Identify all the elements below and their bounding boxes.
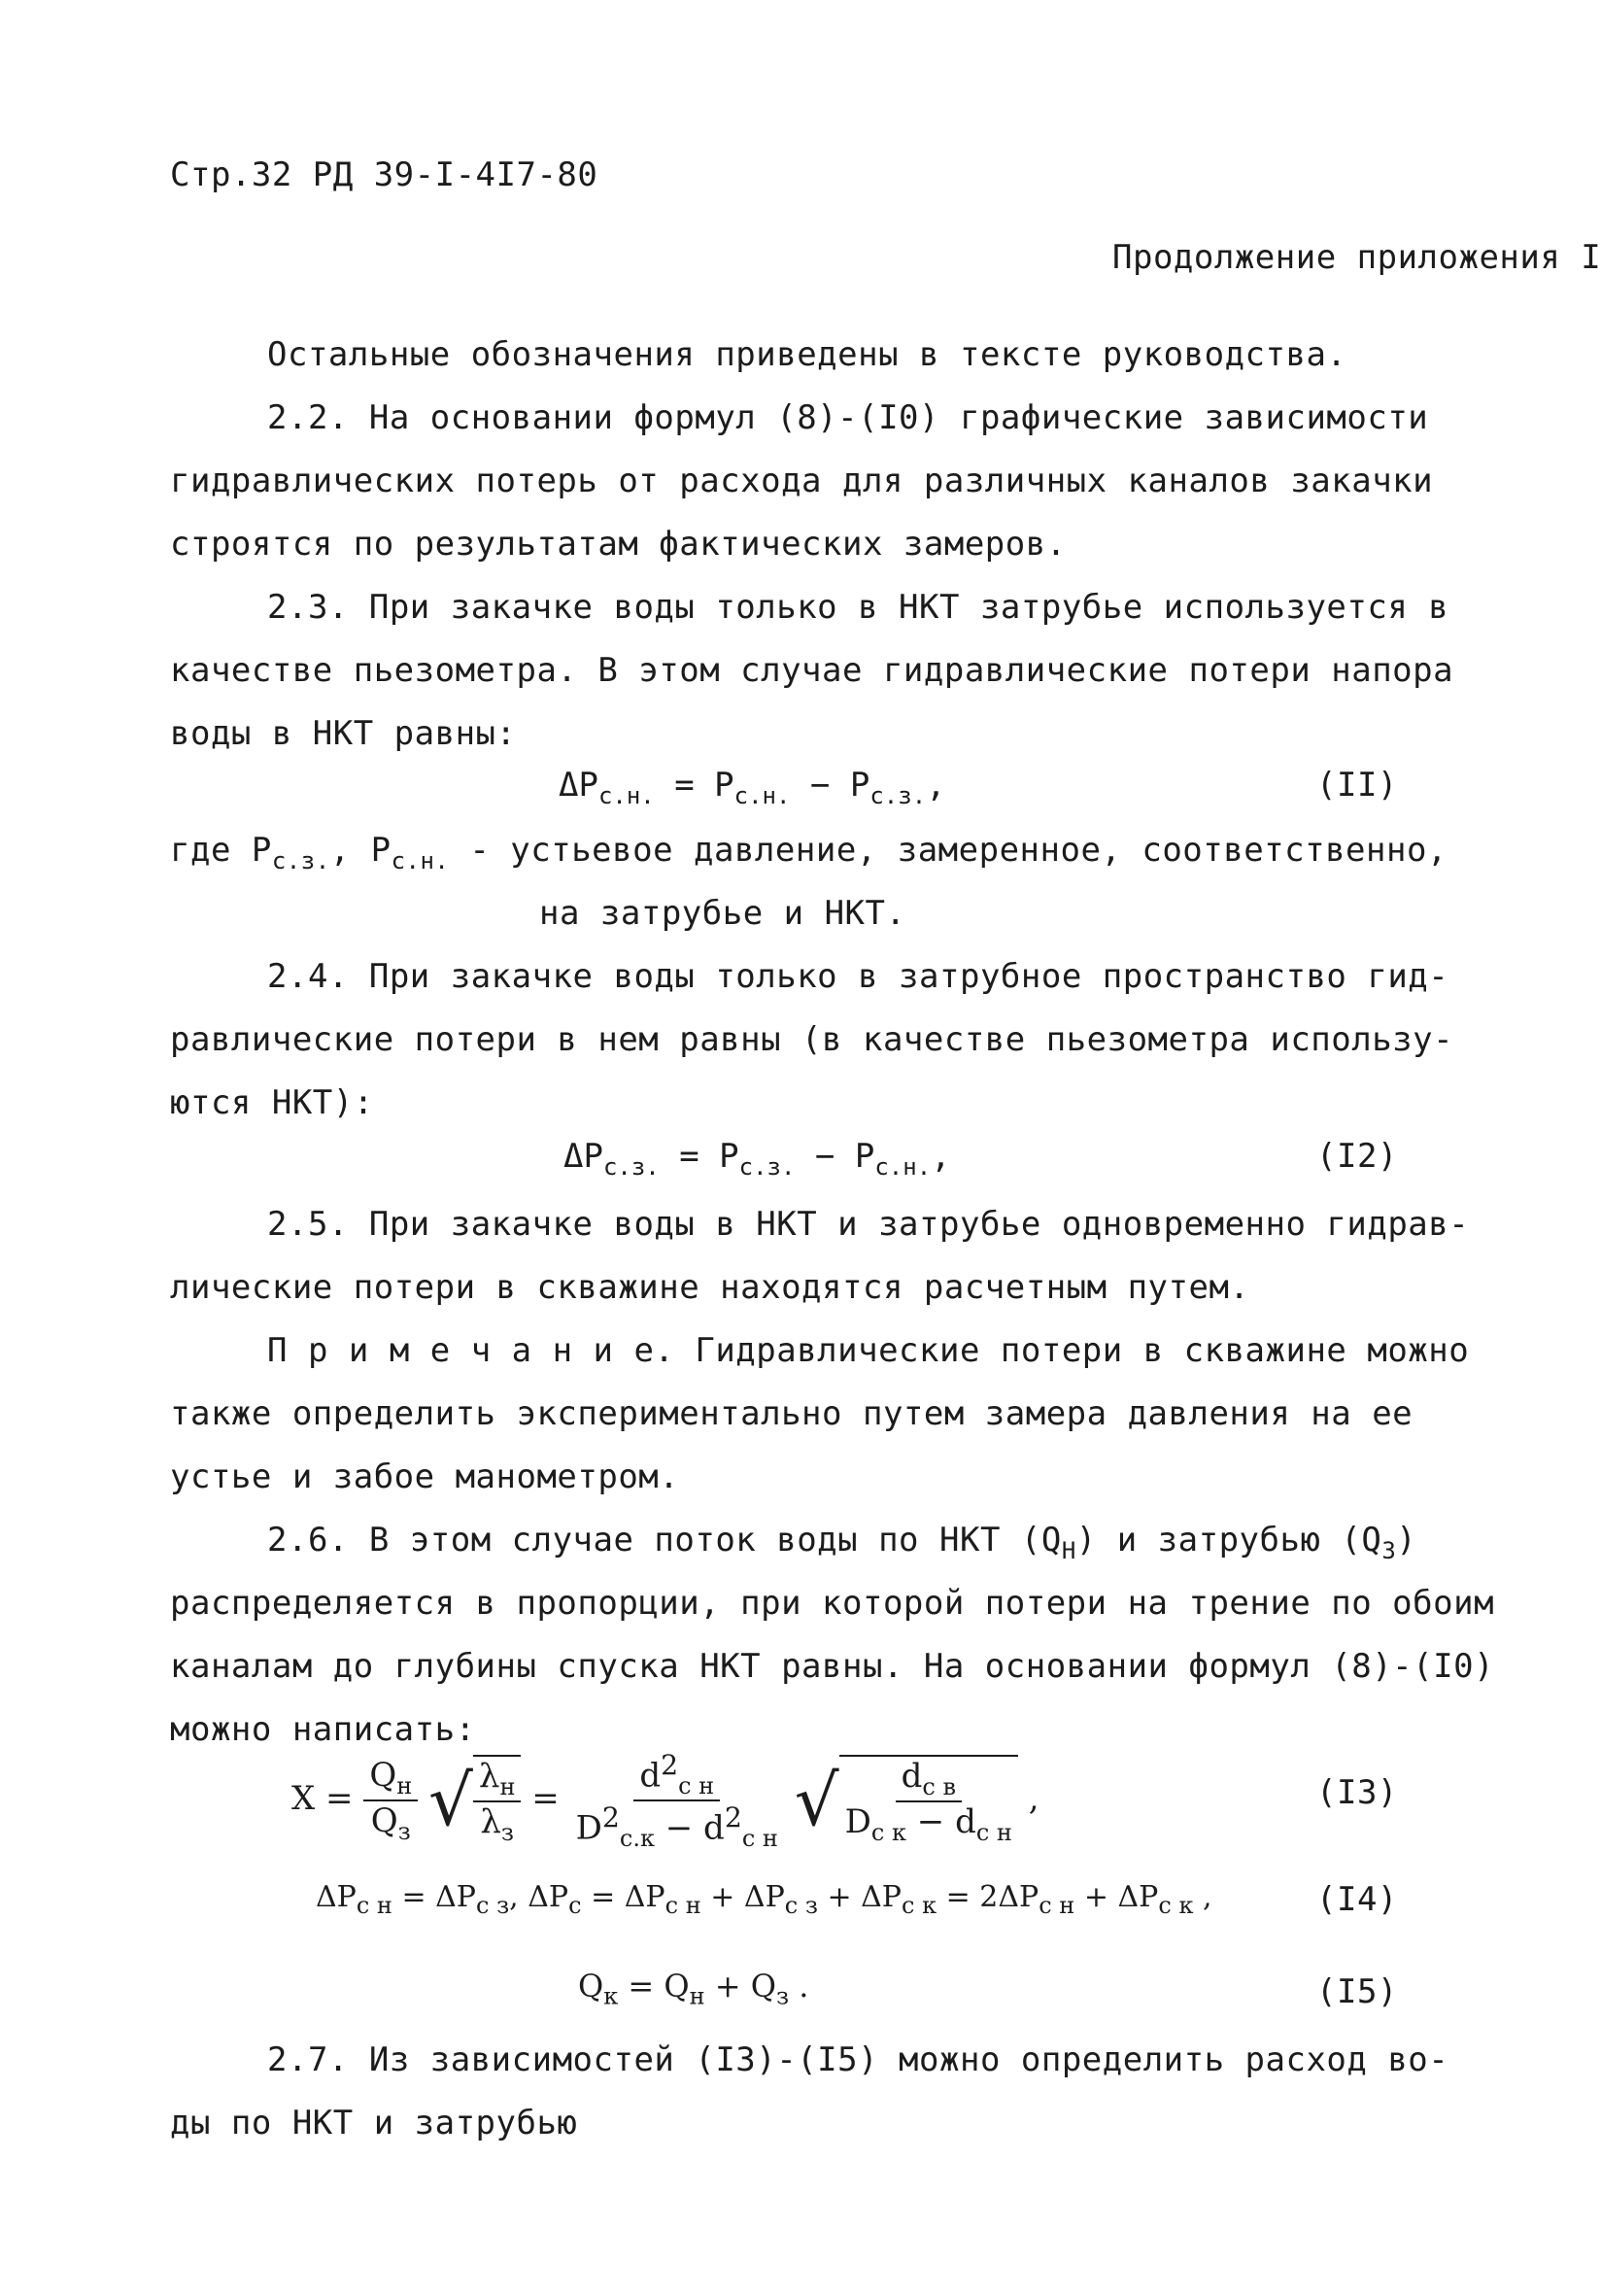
paragraph-line: 2.6. В этом случае поток воды по НКТ $(Q_Н)$ и затрубью $(Q_З)$ (267, 1521, 1417, 1564)
equation-13: X = $\frac{Q_н}{Q_з}$ √ $\frac{\lambda_н}{\lambda_з}$ = $\frac{d^2_{с н}}{D^2_{с.к} - d^2_{с н}}$ √ $\frac{d_{с в}}{D_{с к} - d_{с н}}$ , (291, 1749, 1039, 1853)
paragraph-line: ды по НКТ и затрубью (170, 2104, 578, 2142)
equation-number: (I3) (1316, 1773, 1398, 1812)
radical: √ $\frac{\lambda_н}{\lambda_з}$ (428, 1755, 521, 1846)
paragraph-line: устье и забое манометром. (170, 1457, 680, 1496)
equation-14: $\Delta P_{с н} = \Delta P_{с з}$, $\Delta P_с = \Delta P_{с н} + \Delta P_{с з} + \Delta P_{с к} = 2\Delta P_{с н} + \Delta P_{с к}$ , (316, 1880, 1212, 1919)
paragraph-line: каналам до глубины спуска НКТ равны. На основании формул (8)-(I0) (170, 1647, 1495, 1686)
paragraph-line: 2.2. На основании формул (8)-(I0) графические зависимости (267, 398, 1429, 437)
paragraph-line: гидравлических потерь от расхода для различных каналов закачки (170, 462, 1434, 500)
fraction: $\frac{Q_н}{Q_з}$ (363, 1756, 418, 1845)
paragraph-line: 2.5. При закачке воды в НКТ и затрубье одновременно гидрав- (267, 1205, 1470, 1244)
equation-12: $\Delta P_{с.з.} = P_{с.з.} - P_{с.н.}$, (563, 1137, 951, 1181)
paragraph-line: равлические потери в нем равны (в качестве пьезометра использу- (170, 1020, 1454, 1059)
paragraph-line: на затрубье и НКТ. (539, 894, 906, 933)
paragraph-line: ются НКТ): (170, 1083, 374, 1122)
paragraph-line: качестве пьезометра. В этом случае гидравлические потери напора (170, 651, 1454, 690)
paragraph-line: где $P_{с.з.}$, $P_{с.н.}$ - устьевое давление, замеренное, соответственно, (170, 831, 1448, 874)
paragraph-line: 2.4. При закачке воды только в затрубное пространство гид- (267, 957, 1449, 996)
paragraph-line: 2.7. Из зависимостей (I3)-(I5) можно определить расход во- (267, 2040, 1449, 2079)
radical: √ $\frac{d_{с в}}{D_{с к} - d_{с н}}$ (795, 1755, 1018, 1846)
paragraph-line: воды в НКТ равны: (170, 714, 517, 753)
page-header: Стр.32 РД 39-I-4I7-80 (170, 155, 598, 194)
paragraph-line: можно написать: (170, 1710, 476, 1749)
equation-number: (I5) (1316, 1972, 1398, 2011)
paragraph-line: 2.3. При закачке воды только в НКТ затрубье используется в (267, 588, 1449, 627)
paragraph-line: строятся по результатам фактических замеров. (170, 525, 1067, 564)
fraction: $\frac{d^2_{с н}}{D^2_{с.к} - d^2_{с н}}$ (575, 1749, 778, 1853)
equation-number: (I4) (1316, 1880, 1398, 1919)
equation-number: (I2) (1316, 1137, 1398, 1176)
paragraph-line: Остальные обозначения приведены в тексте руководства. (267, 335, 1347, 374)
note-line: П р и м е ч а н и е. Гидравлические потери в скважине можно (267, 1331, 1470, 1370)
paragraph-line: лические потери в скважине находятся расчетным путем. (170, 1268, 1250, 1307)
equation-15: $Q_к = Q_н + Q_з$ . (578, 1968, 809, 2010)
continuation-note: Продолжение приложения I (1112, 238, 1601, 277)
paragraph-line: распределяется в пропорции, при которой потери на трение по обоим (170, 1584, 1495, 1623)
equation-number: (II) (1316, 766, 1398, 805)
equation-11: $\Delta P_{с.н.} = P_{с.н.} - P_{с.з.}$, (559, 766, 946, 809)
paragraph-line: также определить экспериментально путем замера давления на ее (170, 1394, 1414, 1433)
